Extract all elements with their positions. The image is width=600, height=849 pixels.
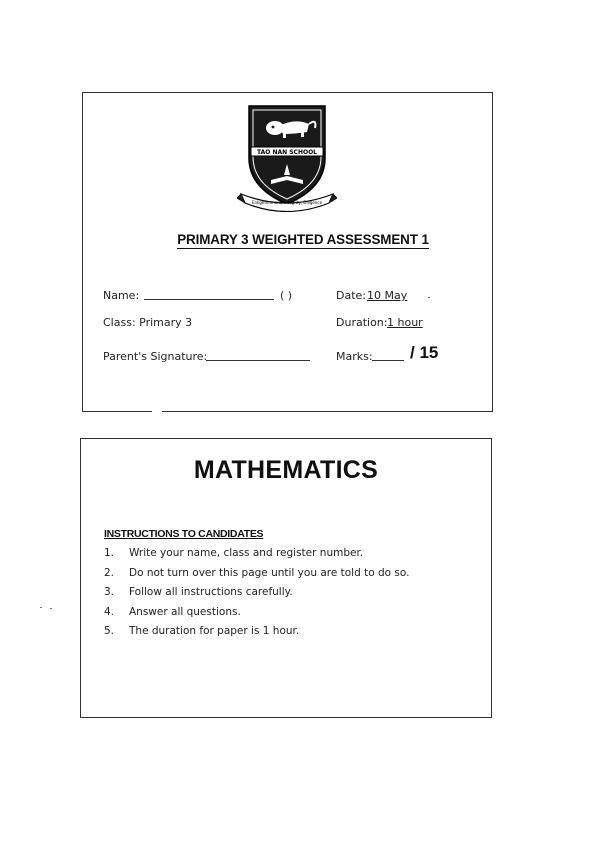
instruction-number: 1. [104, 547, 115, 559]
name-label: Name: [103, 289, 140, 302]
date-value: 10 May [367, 289, 408, 302]
marks-total: / 15 [410, 343, 439, 362]
subject-title: MATHEMATICS [193, 456, 379, 484]
instruction-item [104, 625, 409, 645]
register-number-brackets: ( ) [280, 289, 293, 302]
scan-speck [40, 607, 42, 608]
instruction-text: Answer all questions. [129, 605, 241, 618]
crest-banner-text: TAO NAN SCHOOL [256, 149, 318, 156]
instruction-text: Write your name, class and register number. [129, 547, 364, 559]
box-border-segment [162, 411, 493, 412]
parent-signature-label: Parent's Signature: [103, 350, 208, 363]
instructions-list [104, 547, 409, 645]
instructions-heading: INSTRUCTIONS TO CANDIDATES [104, 528, 264, 540]
class-label: Class: Primary 3 [103, 316, 193, 329]
school-crest-logo [237, 100, 337, 212]
instruction-item [104, 586, 409, 606]
assessment-title: PRIMARY 3 WEIGHTED ASSESSMENT 1 [177, 232, 429, 247]
crest-motto-text: Enlightenment, Integrity, Diligence [251, 200, 323, 205]
duration-label: Duration: [336, 316, 388, 329]
parent-signature-field[interactable] [206, 360, 310, 361]
instruction-number: 4. [104, 605, 115, 618]
instruction-item [104, 547, 409, 567]
instruction-number: 3. [104, 586, 115, 598]
instruction-number: 2. [104, 566, 115, 579]
instruction-text: Follow all instructions carefully. [129, 586, 293, 598]
instruction-text: The duration for paper is 1 hour. [129, 625, 300, 637]
marks-field[interactable] [372, 360, 404, 361]
instruction-item [104, 567, 409, 587]
box-border-segment [82, 411, 152, 412]
duration-value: 1 hour [387, 316, 423, 329]
instruction-text: Do not turn over this page until you are told to do so. [129, 566, 410, 579]
instruction-number: 5. [104, 625, 115, 637]
name-field[interactable] [144, 299, 274, 300]
date-label: Date: [336, 289, 366, 302]
scan-speck [428, 297, 430, 298]
marks-label: Marks: [336, 350, 373, 363]
instruction-item [104, 606, 409, 626]
scan-speck [50, 608, 52, 609]
